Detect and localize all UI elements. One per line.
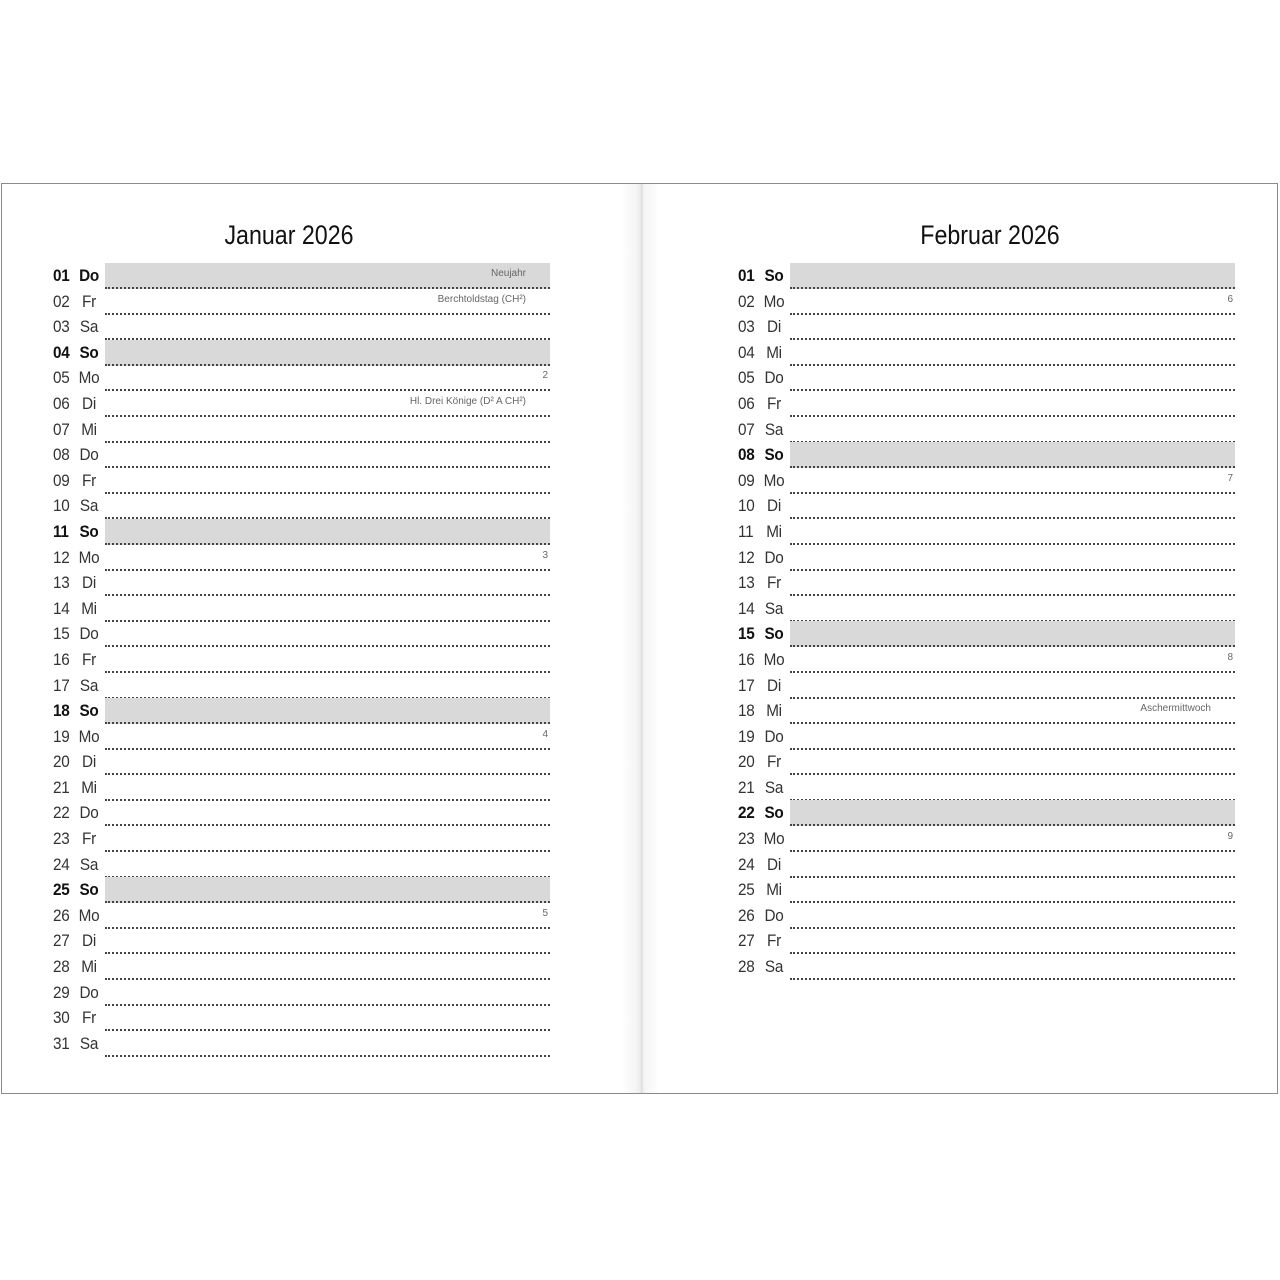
day-row[interactable] [735, 391, 1235, 417]
week-number: 2 [542, 370, 548, 382]
day-row[interactable] [50, 775, 550, 801]
weekday-name: Do [764, 905, 784, 925]
day-number: 28 [53, 957, 70, 977]
day-row[interactable] [735, 903, 1235, 929]
day-number: 02 [53, 291, 70, 311]
day-row[interactable] [50, 954, 550, 980]
day-number: 26 [738, 905, 755, 925]
day-row[interactable] [50, 724, 550, 750]
day-row[interactable] [50, 289, 550, 315]
weekday-name: Fr [767, 752, 781, 772]
writing-line[interactable] [790, 314, 1235, 340]
writing-line[interactable] [790, 621, 1235, 647]
weekday-name: So [79, 521, 99, 541]
day-row[interactable] [50, 596, 550, 622]
day-row[interactable] [50, 826, 550, 852]
day-row[interactable] [735, 340, 1235, 366]
day-row[interactable] [50, 570, 550, 596]
writing-line[interactable] [790, 954, 1235, 980]
weekday-name: Mo [763, 291, 785, 311]
day-row[interactable] [735, 877, 1235, 903]
day-number: 23 [53, 829, 70, 849]
writing-line[interactable] [105, 468, 550, 494]
writing-line[interactable] [105, 954, 550, 980]
writing-line[interactable] [790, 852, 1235, 878]
day-row[interactable] [735, 954, 1235, 980]
day-row[interactable] [50, 877, 550, 903]
day-row[interactable] [735, 596, 1235, 622]
weekday-name: Fr [767, 931, 781, 951]
weekday-name: Fr [82, 470, 96, 490]
writing-line[interactable] [105, 673, 550, 699]
weekday-name: Mi [766, 342, 782, 362]
writing-line[interactable] [105, 263, 550, 289]
day-number: 09 [53, 470, 70, 490]
day-number: 08 [738, 445, 755, 465]
week-number: 5 [542, 907, 548, 919]
day-number: 22 [53, 803, 70, 823]
weekday-name: Sa [79, 496, 99, 516]
day-row[interactable] [735, 800, 1235, 826]
week-number: 6 [1227, 293, 1233, 305]
day-row[interactable] [735, 570, 1235, 596]
day-number: 17 [738, 675, 755, 695]
day-number: 05 [738, 368, 755, 388]
day-number: 22 [738, 803, 755, 823]
weekday-name: Sa [79, 675, 99, 695]
day-number: 26 [53, 905, 70, 925]
day-row[interactable] [50, 519, 550, 545]
holiday-note: Aschermittwoch [1140, 703, 1211, 715]
weekday-name: Di [767, 317, 781, 337]
holiday-note: Hl. Drei Könige (D² A CH²) [409, 395, 526, 407]
weekday-name: Di [767, 854, 781, 874]
weekday-name: Do [764, 726, 784, 746]
writing-line[interactable] [105, 877, 550, 903]
day-number: 08 [53, 445, 70, 465]
day-list [50, 263, 550, 1056]
writing-line[interactable] [790, 775, 1235, 801]
writing-line[interactable] [790, 877, 1235, 903]
page-january [2, 184, 622, 1093]
writing-line[interactable] [105, 903, 550, 929]
day-number: 15 [53, 624, 70, 644]
day-number: 28 [738, 957, 755, 977]
day-row[interactable] [50, 493, 550, 519]
day-row[interactable] [735, 826, 1235, 852]
writing-line[interactable] [105, 775, 550, 801]
day-row[interactable] [735, 852, 1235, 878]
day-number: 23 [738, 829, 755, 849]
day-row[interactable] [50, 1031, 550, 1057]
writing-line[interactable] [790, 698, 1235, 724]
day-number: 11 [738, 521, 754, 541]
day-number: 21 [738, 777, 755, 797]
day-number: 27 [53, 931, 70, 951]
weekday-name: Sa [764, 598, 784, 618]
book-gutter [622, 184, 659, 1093]
day-row[interactable] [735, 417, 1235, 443]
day-number: 19 [53, 726, 70, 746]
weekday-name: So [79, 342, 99, 362]
day-number: 18 [738, 701, 755, 721]
day-row[interactable] [735, 928, 1235, 954]
weekday-name: Mo [763, 470, 785, 490]
writing-line[interactable] [790, 391, 1235, 417]
writing-line[interactable] [790, 417, 1235, 443]
weekday-name: Di [82, 573, 96, 593]
day-number: 10 [53, 496, 70, 516]
writing-line[interactable] [105, 314, 550, 340]
holiday-note: Neujahr [490, 268, 526, 279]
writing-line[interactable] [105, 545, 550, 571]
weekday-name: Fr [767, 573, 781, 593]
day-row[interactable] [50, 621, 550, 647]
day-number: 14 [738, 598, 755, 618]
day-row[interactable] [50, 417, 550, 443]
day-number: 07 [53, 419, 70, 439]
writing-line[interactable] [105, 570, 550, 596]
writing-line[interactable] [105, 698, 550, 724]
day-row[interactable] [735, 365, 1235, 391]
calendar-spread [1, 183, 1278, 1094]
weekday-name: Fr [82, 291, 96, 311]
week-number: 9 [1227, 831, 1233, 843]
day-row[interactable] [50, 903, 550, 929]
day-number: 10 [738, 496, 755, 516]
day-number: 14 [53, 598, 70, 618]
weekday-name: Do [79, 445, 99, 465]
writing-line[interactable] [790, 545, 1235, 571]
writing-line[interactable] [105, 340, 550, 366]
writing-line[interactable] [105, 442, 550, 468]
day-row[interactable] [50, 673, 550, 699]
weekday-name: Mi [81, 957, 97, 977]
writing-line[interactable] [105, 1031, 550, 1057]
weekday-name: So [79, 701, 99, 721]
writing-line[interactable] [105, 1005, 550, 1031]
weekday-name: So [764, 266, 784, 285]
week-number: 7 [1227, 472, 1233, 484]
day-number: 05 [53, 368, 70, 388]
day-number: 04 [53, 342, 70, 362]
writing-line[interactable] [790, 340, 1235, 366]
day-row[interactable] [735, 545, 1235, 571]
day-row[interactable] [735, 621, 1235, 647]
weekday-name: Mi [81, 777, 97, 797]
writing-line[interactable] [790, 468, 1235, 494]
writing-line[interactable] [790, 519, 1235, 545]
writing-line[interactable] [790, 928, 1235, 954]
writing-line[interactable] [790, 903, 1235, 929]
day-number: 03 [53, 317, 70, 337]
day-row[interactable] [50, 852, 550, 878]
day-number: 16 [738, 649, 755, 669]
weekday-name: Mi [81, 598, 97, 618]
day-row[interactable] [50, 340, 550, 366]
day-row[interactable] [50, 442, 550, 468]
weekday-name: Mo [78, 547, 100, 567]
writing-line[interactable] [105, 749, 550, 775]
day-row[interactable] [735, 698, 1235, 724]
weekday-name: Do [79, 266, 99, 285]
day-number: 29 [53, 982, 70, 1002]
writing-line[interactable] [105, 519, 550, 545]
day-number: 25 [738, 880, 755, 900]
day-row[interactable] [735, 749, 1235, 775]
writing-line[interactable] [105, 596, 550, 622]
weekday-name: Do [764, 368, 784, 388]
week-number: 4 [542, 728, 548, 740]
week-number: 3 [542, 549, 548, 561]
weekday-name: Mi [766, 521, 782, 541]
writing-line[interactable] [790, 596, 1235, 622]
day-row[interactable] [50, 314, 550, 340]
day-number: 09 [738, 470, 755, 490]
weekday-name: Mo [78, 726, 100, 746]
weekday-name: Mi [81, 419, 97, 439]
writing-line[interactable] [105, 493, 550, 519]
day-number: 24 [738, 854, 755, 874]
weekday-name: Fr [82, 829, 96, 849]
day-row[interactable] [50, 545, 550, 571]
day-row[interactable] [50, 391, 550, 417]
day-number: 04 [738, 342, 755, 362]
weekday-name: Di [767, 496, 781, 516]
day-row[interactable] [735, 673, 1235, 699]
weekday-name: So [764, 624, 784, 644]
month-title: Januar 2026 [224, 220, 354, 250]
weekday-name: Mo [78, 368, 100, 388]
day-row[interactable] [735, 724, 1235, 750]
weekday-name: Mo [763, 649, 785, 669]
day-number: 27 [738, 931, 755, 951]
day-row[interactable] [50, 1005, 550, 1031]
day-row[interactable] [50, 749, 550, 775]
day-number: 07 [738, 419, 755, 439]
weekday-name: Do [79, 624, 99, 644]
writing-line[interactable] [790, 749, 1235, 775]
weekday-name: Sa [764, 777, 784, 797]
day-row[interactable] [735, 775, 1235, 801]
weekday-name: Mo [763, 829, 785, 849]
weekday-name: Fr [767, 393, 781, 413]
month-title: Februar 2026 [920, 220, 1060, 250]
holiday-note: Berchtoldstag (CH²) [437, 293, 526, 305]
weekday-name: Mo [78, 905, 100, 925]
day-number: 12 [53, 547, 70, 567]
writing-line[interactable] [790, 493, 1235, 519]
weekday-name: Di [82, 931, 96, 951]
weekday-name: Fr [82, 1008, 96, 1028]
weekday-name: Di [82, 393, 96, 413]
writing-line[interactable] [790, 724, 1235, 750]
writing-line[interactable] [105, 724, 550, 750]
day-row[interactable] [735, 442, 1235, 468]
writing-line[interactable] [105, 365, 550, 391]
weekday-name: Do [79, 803, 99, 823]
weekday-name: Sa [79, 317, 99, 337]
weekday-name: Sa [79, 1033, 99, 1053]
day-row[interactable] [735, 289, 1235, 315]
day-row[interactable] [50, 928, 550, 954]
writing-line[interactable] [105, 826, 550, 852]
day-number: 30 [53, 1008, 70, 1028]
day-number: 12 [738, 547, 755, 567]
day-row[interactable] [735, 263, 1235, 289]
day-number: 20 [53, 752, 70, 772]
day-number: 02 [738, 291, 755, 311]
day-row[interactable] [50, 698, 550, 724]
writing-line[interactable] [105, 800, 550, 826]
weekday-name: So [764, 803, 784, 823]
day-number: 21 [53, 777, 70, 797]
writing-line[interactable] [105, 928, 550, 954]
writing-line[interactable] [105, 980, 550, 1006]
weekday-name: Sa [764, 419, 784, 439]
day-number: 11 [53, 521, 69, 541]
writing-line[interactable] [105, 621, 550, 647]
weekday-name: Do [79, 982, 99, 1002]
day-number: 15 [738, 624, 755, 644]
writing-line[interactable] [105, 647, 550, 673]
day-number: 06 [738, 393, 755, 413]
day-row[interactable] [735, 314, 1235, 340]
weekday-name: Mi [766, 880, 782, 900]
writing-line[interactable] [790, 647, 1235, 673]
day-row[interactable] [735, 519, 1235, 545]
day-number: 18 [53, 701, 70, 721]
weekday-name: So [79, 880, 99, 900]
writing-line[interactable] [790, 570, 1235, 596]
day-row[interactable] [50, 468, 550, 494]
weekday-name: Sa [79, 854, 99, 874]
day-number: 13 [738, 573, 755, 593]
weekday-name: Fr [82, 649, 96, 669]
day-row[interactable] [50, 800, 550, 826]
weekday-name: So [764, 445, 784, 465]
day-row[interactable] [50, 980, 550, 1006]
day-row[interactable] [735, 468, 1235, 494]
day-row[interactable] [50, 365, 550, 391]
page-february [659, 184, 1279, 1093]
day-row[interactable] [50, 263, 550, 289]
writing-line[interactable] [790, 800, 1235, 826]
weekday-name: Mi [766, 701, 782, 721]
weekday-name: Di [82, 752, 96, 772]
day-number: 16 [53, 649, 70, 669]
writing-line[interactable] [790, 365, 1235, 391]
weekday-name: Do [764, 547, 784, 567]
day-number: 24 [53, 854, 70, 874]
day-number: 13 [53, 573, 70, 593]
day-row[interactable] [735, 647, 1235, 673]
writing-line[interactable] [790, 289, 1235, 315]
week-number: 8 [1227, 651, 1233, 663]
writing-line[interactable] [790, 673, 1235, 699]
writing-line[interactable] [790, 442, 1235, 468]
day-number: 25 [53, 880, 70, 900]
day-number: 01 [53, 266, 70, 285]
writing-line[interactable] [105, 391, 550, 417]
writing-line[interactable] [790, 263, 1235, 289]
writing-line[interactable] [105, 289, 550, 315]
day-number: 31 [53, 1033, 70, 1053]
day-row[interactable] [50, 647, 550, 673]
day-number: 01 [738, 266, 755, 285]
weekday-name: Di [767, 675, 781, 695]
day-number: 19 [738, 726, 755, 746]
day-number: 03 [738, 317, 755, 337]
day-list [735, 263, 1235, 980]
day-row[interactable] [735, 493, 1235, 519]
day-number: 20 [738, 752, 755, 772]
writing-line[interactable] [105, 852, 550, 878]
weekday-name: Sa [764, 957, 784, 977]
writing-line[interactable] [790, 826, 1235, 852]
day-number: 17 [53, 675, 70, 695]
writing-line[interactable] [105, 417, 550, 443]
day-number: 06 [53, 393, 70, 413]
